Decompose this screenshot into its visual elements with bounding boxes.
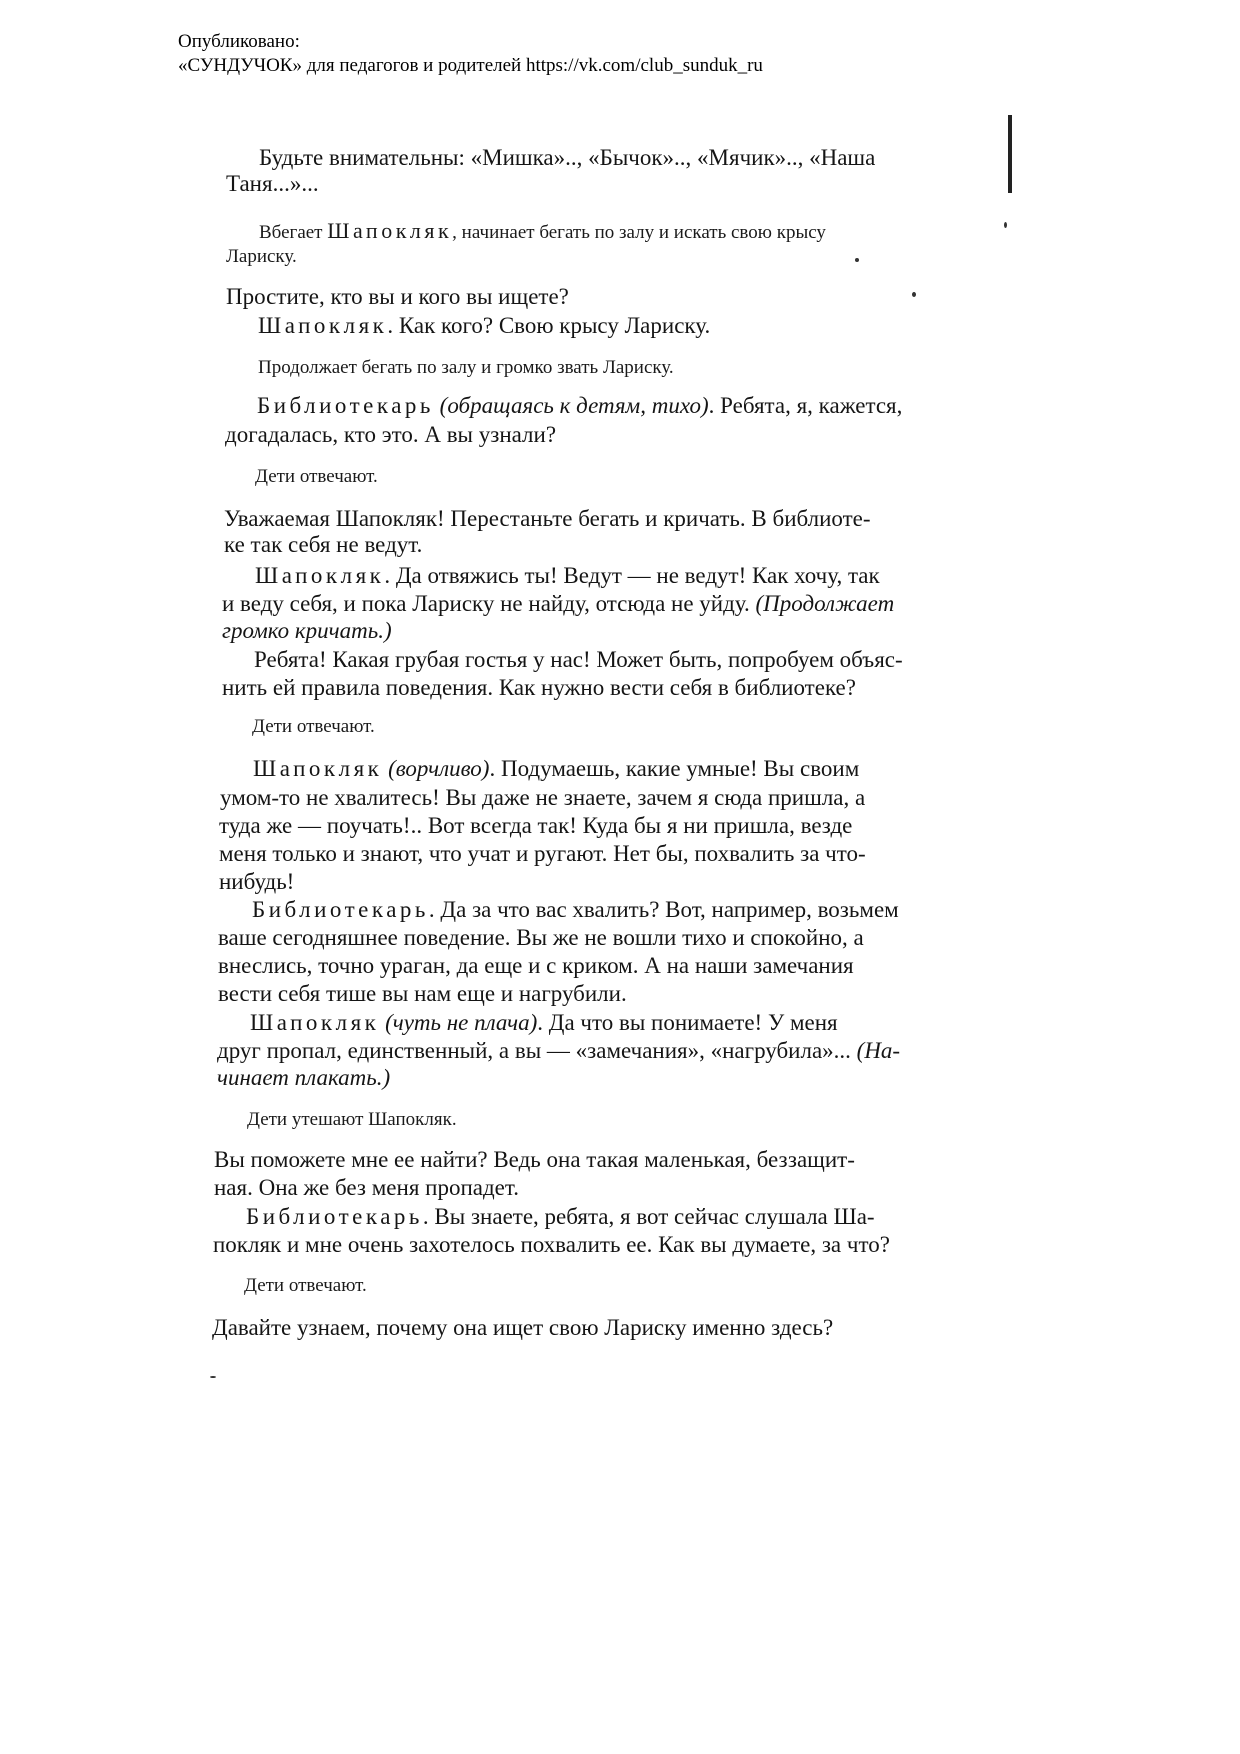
scan-edge-mark	[1008, 115, 1012, 193]
text-line: меня только и знают, что учат и ругают. Нет бы, похвалить за что-	[219, 841, 866, 866]
stage-direction: Дети утешают Шапокляк.	[247, 1109, 457, 1130]
stage-direction: Дети отвечают.	[252, 716, 375, 737]
text-line: умом-то не хвалитесь! Вы даже не знаете, зачем я сюда пришла, а	[220, 785, 866, 810]
text-line: Давайте узнаем, почему она ищет свою Лариску именно здесь?	[212, 1315, 834, 1340]
scan-speck	[1004, 222, 1007, 228]
speaker-line: Шапокляк. Как кого? Свою крысу Лариску.	[258, 313, 711, 338]
stage-direction: Продолжает бегать по залу и громко звать Лариску.	[258, 357, 674, 378]
text-line: Будьте внимательны: «Мишка».., «Бычок».., «Мячик».., «Наша	[259, 145, 876, 170]
scan-speck	[912, 292, 916, 297]
header-source-line: «СУНДУЧОК» для педагогов и родителей https://vk.com/club_sunduk_ru	[178, 55, 763, 76]
text-line: Ребята! Какая грубая гостья у нас! Может быть, попробуем объяс-	[254, 647, 903, 672]
stage-direction: Вбегает Шапокляк, начинает бегать по залу и искать свою крысу	[259, 218, 826, 243]
speaker-line: Библиотекарь. Вы знаете, ребята, я вот сейчас слушала Ша-	[246, 1204, 875, 1229]
text-line: Простите, кто вы и кого вы ищете?	[226, 284, 569, 309]
text-line: нибудь!	[219, 869, 295, 894]
stage-direction: Дети отвечают.	[255, 466, 378, 487]
speaker-line: Шапокляк. Да отвяжись ты! Ведут — не ведут! Как хочу, так	[255, 563, 880, 588]
speaker-line: Библиотекарь (обращаясь к детям, тихо). Ребята, я, кажется,	[257, 393, 903, 418]
speaker-line: Шапокляк (ворчливо). Подумаешь, какие умные! Вы своим	[253, 756, 860, 781]
stage-direction: Дети отвечают.	[244, 1275, 367, 1296]
stage-direction: Лариску.	[226, 246, 297, 267]
stage-direction-inline: громко кричать.)	[222, 618, 392, 643]
text-line: ваше сегодняшнее поведение. Вы же не вошли тихо и спокойно, а	[218, 925, 864, 950]
speaker-line: Шапокляк (чуть не плача). Да что вы понимаете! У меня	[250, 1010, 838, 1035]
header-published-label: Опубликовано:	[178, 31, 300, 52]
text-line: ная. Она же без меня пропадет.	[214, 1175, 519, 1200]
scan-speck	[210, 1376, 216, 1378]
scan-speck	[855, 258, 859, 262]
stage-direction-inline: чинает плакать.)	[217, 1065, 391, 1090]
text-line: ке так себя не ведут.	[224, 532, 423, 557]
text-line: туда же — поучать!.. Вот всегда так! Куда бы я ни пришла, везде	[219, 813, 853, 838]
text-line: Вы поможете мне ее найти? Ведь она такая маленькая, беззащит-	[214, 1147, 855, 1172]
text-line: внеслись, точно ураган, да еще и с криком. А на наши замечания	[218, 953, 854, 978]
speaker-line: Библиотекарь. Да за что вас хвалить? Вот, например, возьмем	[252, 897, 899, 922]
text-line: друг пропал, единственный, а вы — «замечания», «нагрубила»... (На-	[217, 1038, 901, 1063]
text-line: нить ей правила поведения. Как нужно вести себя в библиотеке?	[222, 675, 856, 700]
text-line: Уважаемая Шапокляк! Перестаньте бегать и кричать. В библиоте-	[224, 506, 871, 531]
text-line: догадалась, кто это. А вы узнали?	[225, 422, 557, 447]
text-line: вести себя тише вы нам еще и нагрубили.	[218, 981, 627, 1006]
text-line: покляк и мне очень захотелось похвалить ее. Как вы думаете, за что?	[213, 1232, 890, 1257]
text-line: Таня...»...	[226, 171, 319, 196]
text-line: и веду себя, и пока Лариску не найду, отсюда не уйду. (Продолжает	[222, 591, 895, 616]
